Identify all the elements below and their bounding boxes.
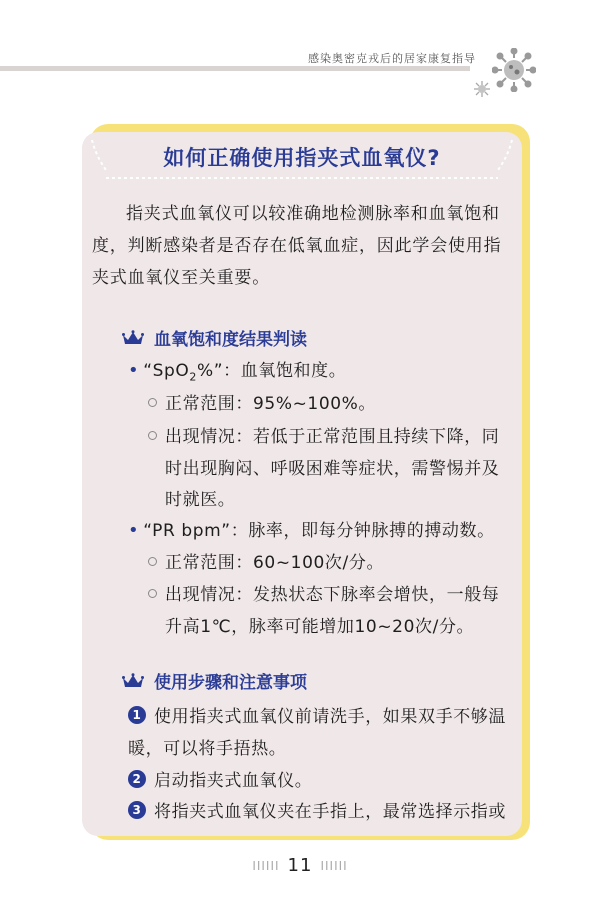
header-rule (0, 66, 470, 71)
sub-item-pr-abnormal: 出现情况：发热状态下脉率会增快，一般每 (148, 580, 499, 605)
sub-item-pr-normal: 正常范围：60~100次/分。 (148, 548, 384, 573)
list-item-spo2: • “SpO$_2$%”：血氧饱和度。 (128, 360, 347, 384)
footer-decoration: IIIIII (320, 859, 348, 873)
section-heading-spo2 (122, 325, 307, 350)
intro-line: 夹式血氧仪至关重要。 (92, 268, 270, 288)
intro-paragraph (92, 198, 512, 294)
sub-item-line: 时出现胸闷、呼吸困难等症状，需警惕并及 (165, 459, 500, 479)
sub-item-line: 升高1℃，脉率可能增加10~20次/分。 (165, 617, 475, 637)
step-item-3: 3 将指夹式血氧仪夹在手指上，最常选择示指或 (128, 797, 506, 822)
page-footer (0, 855, 600, 876)
list-item-pr: • “PR bpm”：脉率，即每分钟脉搏的搏动数。 (128, 520, 495, 541)
sub-item-spo2-abnormal: 出现情况：若低于正常范围且持续下降，同 (148, 422, 499, 447)
section-heading-text: 血氧饱和度结果判读 (154, 330, 307, 350)
virus-icon (492, 48, 536, 92)
section-heading-text: 使用步骤和注意事项 (154, 673, 307, 693)
card-title: 如何正确使用指夹式血氧仪? (163, 146, 441, 170)
page-number: 11 (287, 855, 313, 876)
running-header: 感染奥密克戎后的居家康复指导 (308, 52, 476, 65)
step-number-badge: 3 (128, 801, 146, 819)
bullet-icon: • (128, 360, 140, 381)
ring-bullet-icon (148, 557, 157, 566)
step-number-badge: 2 (128, 770, 146, 788)
step-item-2: 2 启动指夹式血氧仪。 (128, 766, 312, 791)
step-number-badge: 1 (128, 706, 146, 724)
intro-line: 度，判断感染者是否存在低氧血症，因此学会使用指 (92, 236, 502, 256)
crown-icon (122, 673, 144, 689)
section-heading-steps (122, 668, 307, 693)
ring-bullet-icon (148, 431, 157, 440)
bullet-icon: • (128, 520, 140, 541)
sub-item-line: 时就医。 (165, 490, 236, 510)
step-item-line: 暖，可以将手捂热。 (128, 739, 287, 759)
footer-decoration: IIIIII (252, 859, 280, 873)
ring-bullet-icon (148, 398, 157, 407)
ring-bullet-icon (148, 589, 157, 598)
small-virus-icon (473, 80, 491, 98)
step-item-1: 1 使用指夹式血氧仪前请洗手，如果双手不够温 (128, 702, 506, 727)
intro-line: 指夹式血氧仪可以较准确地检测脉率和血氧饱和 (126, 204, 500, 224)
crown-icon (122, 330, 144, 346)
sub-item-spo2-normal: 正常范围：95%~100%。 (148, 389, 376, 414)
